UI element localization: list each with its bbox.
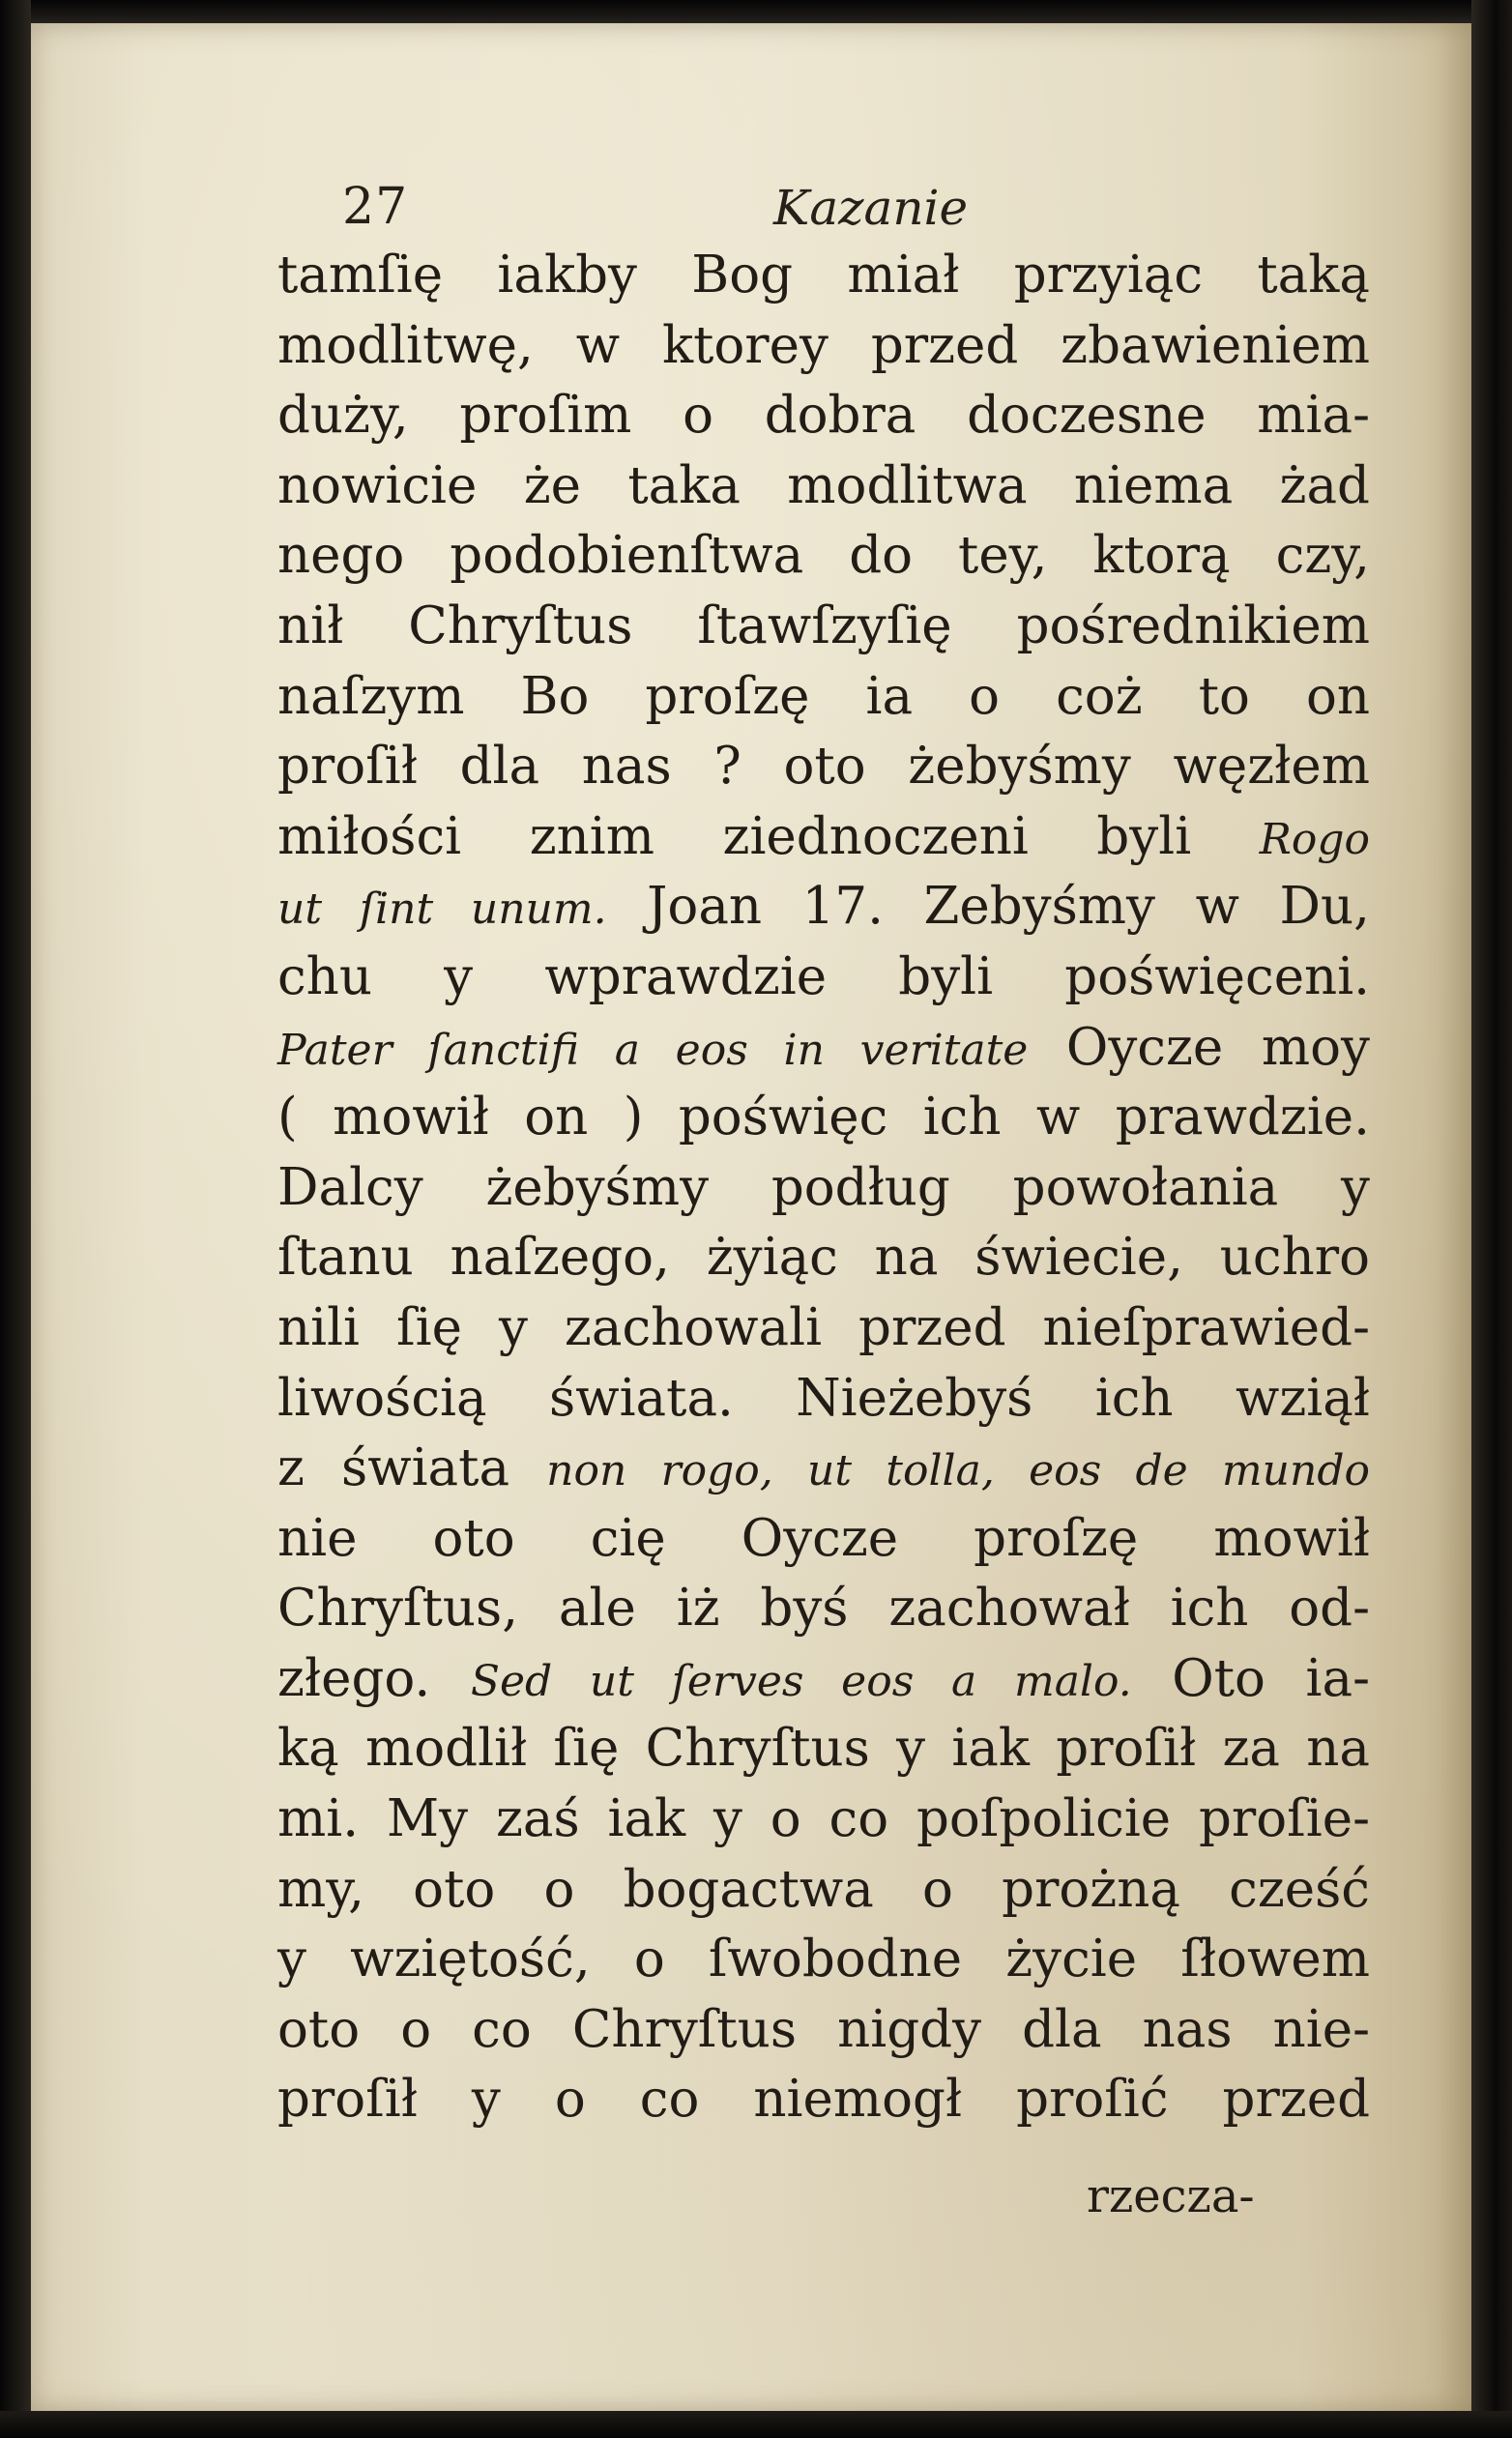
text-line <box>277 2065 1370 2135</box>
text-segment: mi. My zaś iak y o co poſpolicie proſie- <box>277 1789 1370 1849</box>
catchword: rzecza- <box>1087 2169 1255 2223</box>
text-segment: proſił y o co niemogł proſić przed <box>277 2070 1370 2130</box>
text-line <box>277 1013 1370 1084</box>
text-line <box>277 1925 1370 1995</box>
text-line <box>277 662 1370 733</box>
text-line <box>277 802 1370 873</box>
text-line <box>277 241 1370 311</box>
text-segment: nili ſię y zachowali przed nieſprawied- <box>277 1297 1370 1357</box>
text-segment: oto o co Chryſtus nigdy dla nas nie- <box>277 1999 1370 2059</box>
text-line <box>277 1223 1370 1293</box>
text-segment: proſił dla nas ? oto żebyśmy węzłem <box>277 737 1370 797</box>
latin-quotation: Pater ſanctifi a eos in veritate <box>277 1025 1029 1075</box>
text-segment: nie oto cię Oycze proſzę mowił <box>277 1508 1370 1568</box>
text-segment: nowicie że taka modlitwa niema żad <box>277 455 1370 515</box>
text-line <box>277 1083 1370 1153</box>
text-line <box>277 1644 1370 1715</box>
body-text <box>277 241 1370 2135</box>
text-segment: my, oto o bogactwa o prożną cześć <box>277 1859 1370 1919</box>
text-line <box>277 451 1370 522</box>
text-line <box>277 1293 1370 1364</box>
text-segment: ( mowił on ) poświęc ich w prawdzie. <box>277 1088 1370 1147</box>
text-line <box>277 521 1370 592</box>
text-line <box>277 732 1370 802</box>
text-segment: nił Chryſtus ſtawſzyſię pośrednikiem <box>277 595 1370 655</box>
text-segment: Joan 17. Zebyśmy w Du, <box>606 877 1370 937</box>
text-segment: Dalcy żebyśmy podług powołania y <box>277 1157 1370 1217</box>
text-line <box>277 311 1370 382</box>
text-segment: Oycze moy <box>1028 1017 1370 1077</box>
text-segment: naſzym Bo proſzę ia o coż to on <box>277 666 1370 726</box>
text-line <box>277 1785 1370 1855</box>
book-binding-edge <box>1471 0 1512 2438</box>
text-segment: chu y wprawdzie byli poświęceni. <box>277 946 1370 1006</box>
text-segment: złego. <box>277 1648 471 1708</box>
text-segment: miłości znim ziednoczeni byli <box>277 806 1260 866</box>
text-segment: y wziętość, o ſwobodne życie ſłowem <box>277 1930 1370 1989</box>
scan-background-left <box>0 0 31 2438</box>
text-line <box>277 1855 1370 1926</box>
text-segment: modlitwę, w ktorey przed zbawieniem <box>277 315 1370 375</box>
text-line <box>277 1574 1370 1644</box>
text-segment: ką modlił ſię Chryſtus y iak proſił za na <box>277 1719 1370 1779</box>
text-line <box>277 1434 1370 1504</box>
text-line <box>277 592 1370 662</box>
text-line <box>277 1504 1370 1575</box>
text-line <box>277 1153 1370 1224</box>
text-segment: duży, proſim o dobra doczesne mia- <box>277 386 1370 446</box>
paper-page <box>31 23 1471 2411</box>
text-line <box>277 1995 1370 2066</box>
text-segment: Oto ia- <box>1131 1648 1370 1708</box>
latin-quotation: Sed ut ſerves eos a malo. <box>470 1656 1132 1706</box>
text-line <box>277 1364 1370 1435</box>
running-head: Kazanie <box>773 180 969 236</box>
scan-background-top <box>0 0 1512 23</box>
text-line <box>277 872 1370 943</box>
page-header <box>31 178 1471 246</box>
text-segment: z świata <box>277 1438 547 1498</box>
text-line <box>277 381 1370 451</box>
text-segment: tamſię iakby Bog miał przyiąc taką <box>277 246 1370 305</box>
text-segment: liwością świata. Nieżebyś ich wziął <box>277 1368 1370 1428</box>
latin-quotation: non rogo, ut tolla, eos de mundo <box>546 1446 1370 1496</box>
scan-background-bottom <box>0 2411 1512 2438</box>
latin-quotation: ut ſint unum. <box>277 885 607 935</box>
text-segment: ſtanu naſzego, żyiąc na świecie, uchro <box>277 1228 1370 1288</box>
latin-quotation: Rogo <box>1259 814 1370 864</box>
text-segment: Chryſtus, ale iż byś zachował ich od- <box>277 1579 1370 1639</box>
text-line <box>277 943 1370 1013</box>
text-line <box>277 1714 1370 1785</box>
text-segment: nego podobienſtwa do tey, ktorą czy, <box>277 526 1370 586</box>
page-number: 27 <box>342 178 409 236</box>
